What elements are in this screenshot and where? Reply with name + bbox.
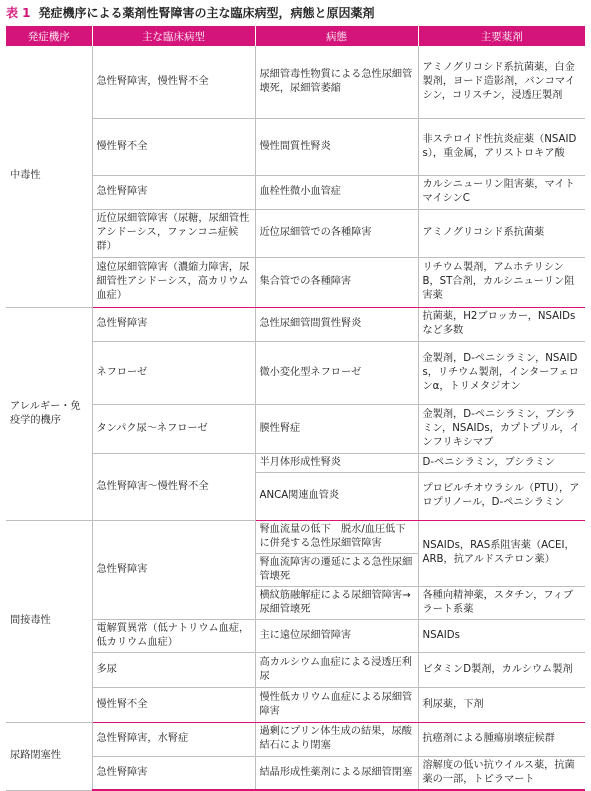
drugs-cell: 非ステロイド性抗炎症薬（NSAIDs），重金属，アリストロキア酸	[418, 118, 585, 175]
drugs-cell: D-ペニシラミン，ブシラミン	[418, 453, 585, 472]
clinical-type-cell: 急性腎障害	[92, 175, 255, 209]
pathology-cell: 慢性間質性腎炎	[255, 118, 418, 175]
pathology-cell: 膜性腎症	[255, 404, 418, 453]
clinical-type-cell: 急性腎障害	[92, 520, 255, 619]
drugs-cell: ビタミンD製剤，カルシウム製剤	[418, 652, 585, 687]
clinical-type-cell: 慢性腎不全	[92, 687, 255, 722]
drugs-cell: プロピルチオウラシル（PTU），アロプリノール，D-ペニシラミン	[418, 472, 585, 520]
clinical-type-cell: 急性腎障害，水腎症	[92, 722, 255, 756]
table-number: 表 1	[6, 6, 31, 20]
table-row	[6, 257, 585, 307]
mechanism-cell: アレルギー・免疫学的機序	[6, 307, 92, 520]
clinical-type-cell: 急性腎障害	[92, 307, 255, 341]
pathology-cell: ANCA関連血管炎	[255, 472, 418, 520]
table-row	[6, 46, 585, 118]
header-clinical-type: 主な臨床病型	[92, 26, 255, 46]
drugs-cell: 抗癌剤による腫瘍崩壊症候群	[418, 722, 585, 756]
table-row	[6, 687, 585, 722]
clinical-type-cell: タンパク尿～ネフローゼ	[92, 404, 255, 453]
clinical-type-cell: 急性腎障害，慢性腎不全	[92, 46, 255, 118]
table-row	[6, 307, 585, 341]
pathology-cell: 近位尿細管での各種障害	[255, 209, 418, 257]
drugs-cell: 抗菌薬，H2ブロッカー，NSAIDsなど多数	[418, 307, 585, 341]
mechanism-cell: 中毒性	[6, 46, 92, 307]
table-row	[6, 453, 585, 472]
drugs-cell: カルシニューリン阻害薬，マイトマイシンC	[418, 175, 585, 209]
mechanism-cell: 尿路閉塞性	[6, 722, 92, 790]
table-caption: 発症機序による薬剤性腎障害の主な臨床病型，病態と原因薬剤	[38, 6, 375, 20]
header-pathology: 病態	[255, 26, 418, 46]
header-mechanism: 発症機序	[6, 26, 92, 46]
pathology-cell: 尿細管毒性物質による急性尿細管壊死，尿細管萎縮	[255, 46, 418, 118]
drugs-cell: アミノグリコシド系抗菌薬	[418, 209, 585, 257]
header-drugs: 主要薬剤	[418, 26, 585, 46]
drugs-cell: 各種向精神薬，スタチン，フィブラート系薬	[418, 586, 585, 619]
table-row	[6, 341, 585, 404]
table-row	[6, 652, 585, 687]
pathology-cell: 半月体形成性腎炎	[255, 453, 418, 472]
drugs-cell: 利尿薬，下剤	[418, 687, 585, 722]
pathology-cell: 過剰にプリン体生成の結果，尿酸結石により閉塞	[255, 722, 418, 756]
table-row	[6, 118, 585, 175]
clinical-type-cell: 多尿	[92, 652, 255, 687]
pathology-cell: 血栓性微小血管症	[255, 175, 418, 209]
pathology-cell: 結晶形成性薬剤による尿細管閉塞	[255, 756, 418, 790]
pathology-cell: 主に遠位尿細管障害	[255, 619, 418, 652]
drugs-cell: NSAIDs，RAS系阻害薬（ACEI，ARB，抗アルドステロン薬）	[418, 520, 585, 586]
table-row	[6, 722, 585, 756]
clinical-type-cell: 慢性腎不全	[92, 118, 255, 175]
pathology-cell: 急性尿細管間質性腎炎	[255, 307, 418, 341]
table-row	[6, 209, 585, 257]
drug-induced-kidney-injury-table	[6, 26, 585, 791]
drugs-cell: リチウム製剤，アムホテリシンB，ST合剤，カルシニューリン阻害薬	[418, 257, 585, 307]
clinical-type-cell: 近位尿細管障害（尿糖，尿細管性アシドーシス，ファンコニ症候群）	[92, 209, 255, 257]
clinical-type-cell: 急性腎障害	[92, 756, 255, 790]
table-row	[6, 619, 585, 652]
clinical-type-cell: 電解質異常（低ナトリウム血症，低カリウム血症）	[92, 619, 255, 652]
table-row	[6, 175, 585, 209]
table-row	[6, 520, 585, 553]
header-row	[6, 26, 585, 46]
drugs-cell: 金製剤，D-ペニシラミン，ブシラミン，NSAIDs，カプトプリル，インフリキシマブ	[418, 404, 585, 453]
pathology-cell: 腎血流障害の遷延による急性尿細管壊死	[255, 553, 418, 586]
pathology-cell: 腎血流量の低下 脱水/血圧低下に併発する急性尿細管障害	[255, 520, 418, 553]
drugs-cell: 金製剤，D-ペニシラミン，NSAIDs，リチウム製剤，インターフェロンα，トリメタジオン	[418, 341, 585, 404]
pathology-cell: 慢性低カリウム血症による尿細管障害	[255, 687, 418, 722]
drugs-cell: NSAIDs	[418, 619, 585, 652]
drugs-cell: アミノグリコシド系抗菌薬，白金製剤，ヨード造影剤，バンコマイシン，コリスチン，浸透圧製剤	[418, 46, 585, 118]
clinical-type-cell: ネフローゼ	[92, 341, 255, 404]
clinical-type-cell: 急性腎障害～慢性腎不全	[92, 453, 255, 520]
pathology-cell: 集合管での各種障害	[255, 257, 418, 307]
table-title	[6, 4, 375, 21]
mechanism-cell: 間接毒性	[6, 520, 92, 722]
table-row	[6, 404, 585, 453]
pathology-cell: 横紋筋融解症による尿細管障害→尿細管壊死	[255, 586, 418, 619]
drugs-cell: 溶解度の低い抗ウイルス薬，抗菌薬の一部，トピラマート	[418, 756, 585, 790]
pathology-cell: 微小変化型ネフローゼ	[255, 341, 418, 404]
table-row	[6, 756, 585, 790]
clinical-type-cell: 遠位尿細管障害（濃縮力障害，尿細管性アシドーシス，高カリウム血症）	[92, 257, 255, 307]
pathology-cell: 高カルシウム血症による浸透圧利尿	[255, 652, 418, 687]
